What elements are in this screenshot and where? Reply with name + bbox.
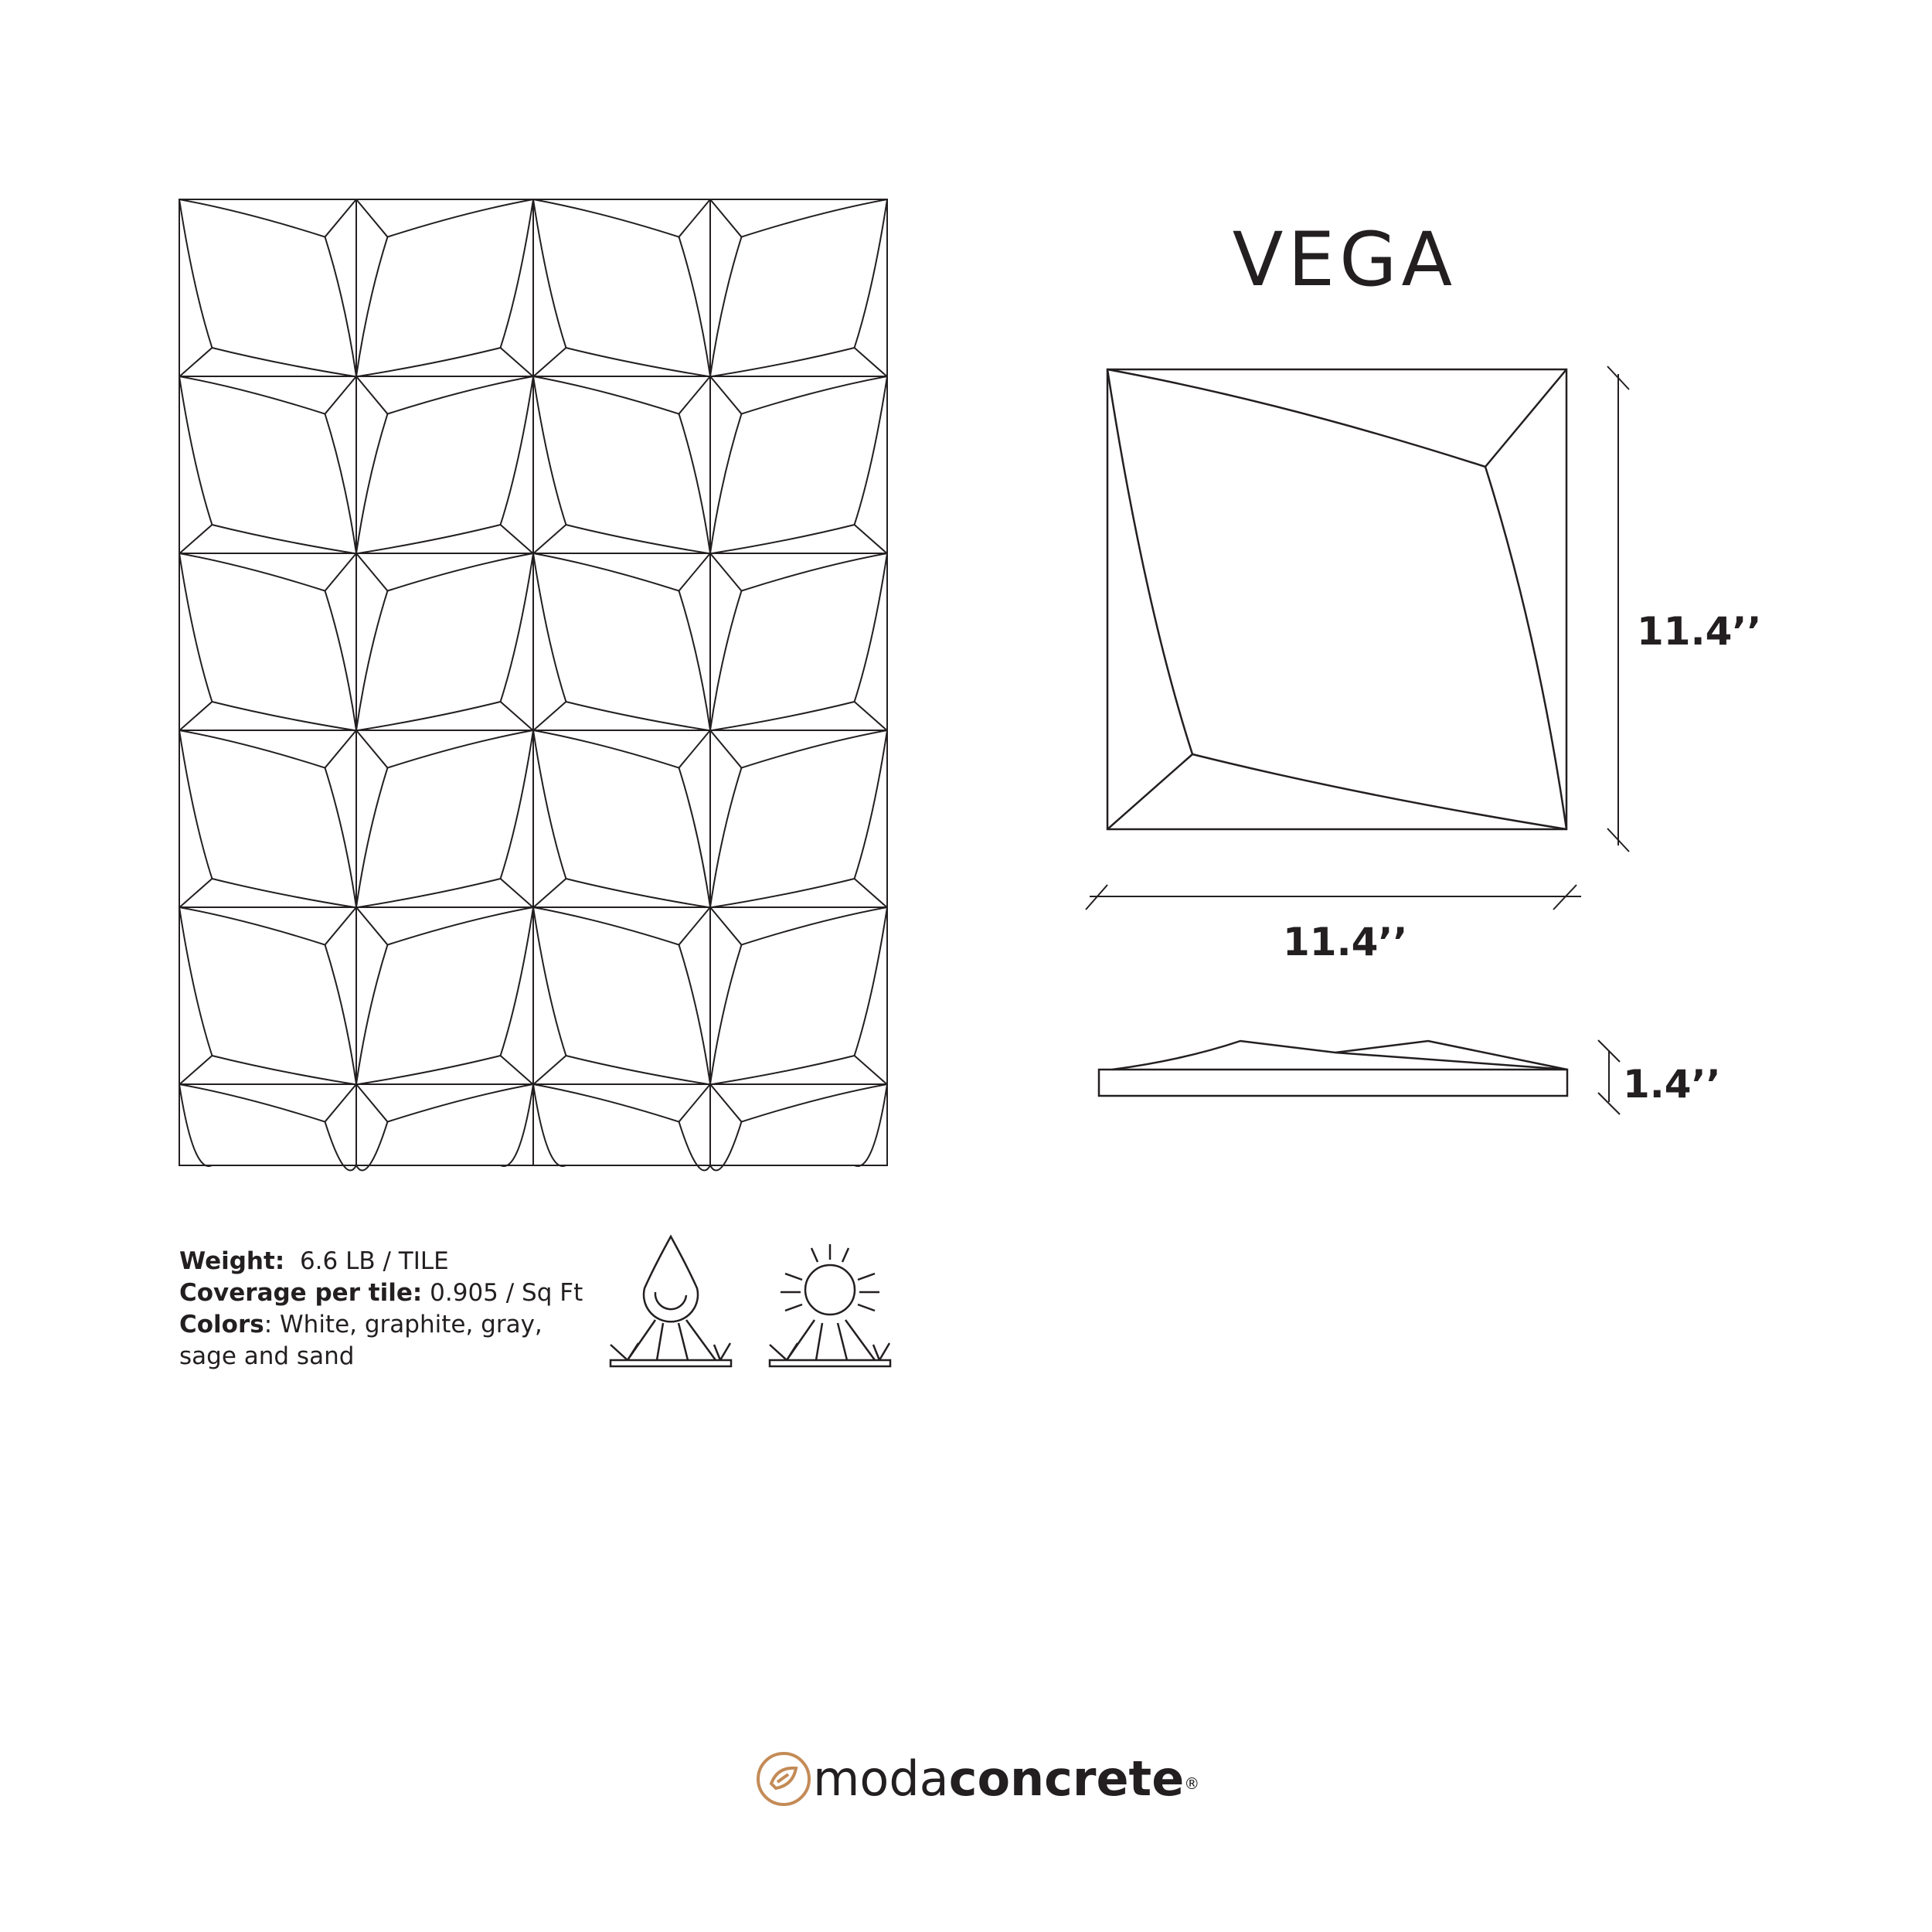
pattern-line	[179, 1056, 212, 1084]
pattern-line	[387, 553, 533, 591]
pattern-tile	[533, 907, 710, 1084]
pattern-line	[501, 525, 533, 553]
tile-side-profile	[1099, 1041, 1567, 1096]
pattern-line	[710, 348, 855, 376]
pattern-tile	[356, 199, 533, 376]
pattern-line	[855, 348, 887, 376]
pattern-line	[855, 525, 887, 553]
height-dimension-line	[1607, 366, 1629, 852]
pattern-line	[566, 525, 710, 553]
pattern-line	[710, 199, 741, 237]
pattern-tile	[710, 553, 887, 730]
pattern-tile	[356, 907, 533, 1084]
pattern-tile	[356, 1084, 533, 1165]
pattern-line	[501, 702, 533, 730]
uv-resistant-icon	[770, 1244, 890, 1366]
pattern-line	[325, 414, 356, 553]
pattern-line	[501, 553, 533, 702]
pattern-line	[179, 376, 212, 525]
brand-suffix: concrete	[948, 1750, 1185, 1807]
water-resistant-icon	[611, 1236, 731, 1366]
pattern-line	[325, 199, 356, 237]
pattern-tile	[710, 907, 887, 1084]
pattern-tile	[179, 553, 356, 730]
pattern-line	[679, 376, 710, 414]
pattern-line	[387, 730, 533, 768]
pattern-line	[356, 348, 501, 376]
pattern-line	[710, 702, 855, 730]
pattern-line	[212, 348, 356, 376]
pattern-line	[325, 376, 356, 414]
pattern-line	[566, 1056, 710, 1084]
pattern-tile	[710, 730, 887, 907]
pattern-line	[356, 907, 387, 945]
pattern-tile	[356, 376, 533, 553]
pattern-tile	[710, 1084, 887, 1165]
weight-label: Weight:	[179, 1247, 285, 1275]
width-dimension-label: 11.4’’	[1283, 920, 1408, 964]
tile-pattern-drawing	[179, 199, 887, 1171]
pattern-line	[179, 553, 212, 702]
pattern-line	[179, 553, 325, 591]
coverage-row	[179, 1277, 612, 1309]
pattern-line	[356, 591, 387, 730]
pattern-line	[533, 376, 566, 525]
pattern-line	[356, 199, 387, 237]
registered-mark: ®	[1184, 1774, 1200, 1793]
pattern-line	[710, 414, 741, 553]
pattern-line	[325, 768, 356, 907]
pattern-tile	[533, 376, 710, 553]
pattern-line	[679, 199, 710, 237]
pattern-line	[710, 376, 741, 414]
pattern-line	[710, 907, 741, 945]
pattern-line	[679, 1122, 710, 1171]
pattern-line	[387, 907, 533, 945]
pattern-line	[356, 376, 387, 414]
pattern-line	[679, 945, 710, 1084]
pattern-tile	[356, 730, 533, 907]
pattern-line	[855, 199, 887, 348]
colors-label: Colors	[179, 1311, 264, 1338]
pattern-line	[533, 1084, 566, 1166]
pattern-line	[710, 1122, 741, 1171]
pattern-line	[325, 730, 356, 768]
pattern-line	[533, 376, 679, 414]
pattern-line	[533, 199, 566, 348]
pattern-line	[566, 879, 710, 907]
pattern-line	[387, 376, 533, 414]
depth-dimension-line	[1598, 1040, 1620, 1114]
coverage-label: Coverage per tile:	[179, 1279, 423, 1307]
weight-value: 6.6 LB / TILE	[299, 1247, 449, 1275]
pattern-line	[679, 591, 710, 730]
pattern-line	[533, 879, 566, 907]
pattern-line	[212, 525, 356, 553]
pattern-line	[710, 237, 741, 376]
pattern-tile	[356, 553, 533, 730]
pattern-line	[501, 199, 533, 348]
pattern-line	[356, 1056, 501, 1084]
pattern-line	[356, 730, 387, 768]
pattern-line	[533, 1084, 679, 1122]
pattern-line	[356, 237, 387, 376]
pattern-line	[501, 1056, 533, 1084]
pattern-tile	[533, 1084, 710, 1165]
specs-block	[179, 1246, 612, 1372]
pattern-tile	[533, 553, 710, 730]
pattern-line	[855, 907, 887, 1056]
pattern-line	[533, 702, 566, 730]
pattern-line	[325, 553, 356, 591]
pattern-tile	[710, 376, 887, 553]
pattern-line	[356, 553, 387, 591]
pattern-line	[212, 1056, 356, 1084]
pattern-line	[179, 348, 212, 376]
pattern-line	[679, 553, 710, 591]
pattern-line	[356, 414, 387, 553]
product-title: VEGA	[1232, 216, 1458, 303]
pattern-line	[679, 414, 710, 553]
pattern-line	[741, 553, 887, 591]
pattern-tile	[179, 907, 356, 1084]
pattern-line	[179, 879, 212, 907]
pattern-line	[533, 553, 566, 702]
pattern-line	[179, 730, 325, 768]
pattern-line	[741, 907, 887, 945]
pattern-tile	[179, 730, 356, 907]
pattern-tile	[710, 199, 887, 376]
depth-dimension-label: 1.4’’	[1623, 1062, 1721, 1107]
colors-row-2: sage and sand	[179, 1342, 355, 1370]
pattern-line	[533, 553, 679, 591]
pattern-line	[325, 591, 356, 730]
pattern-line	[566, 348, 710, 376]
pattern-line	[179, 1084, 212, 1166]
pattern-line	[501, 907, 533, 1056]
pattern-line	[710, 1084, 741, 1122]
pattern-line	[179, 730, 212, 879]
colors-value: : White, graphite, gray,	[264, 1311, 543, 1338]
pattern-line	[710, 768, 741, 907]
pattern-line	[533, 730, 679, 768]
pattern-line	[356, 1122, 387, 1171]
pattern-line	[741, 199, 887, 237]
pattern-line	[710, 591, 741, 730]
pattern-line	[679, 1084, 710, 1122]
pattern-line	[179, 907, 212, 1056]
pattern-line	[855, 879, 887, 907]
pattern-line	[533, 907, 566, 1056]
pattern-line	[501, 348, 533, 376]
pattern-line	[179, 199, 325, 237]
pattern-line	[855, 553, 887, 702]
pattern-line	[325, 1122, 356, 1171]
pattern-line	[179, 525, 212, 553]
pattern-line	[855, 1056, 887, 1084]
pattern-line	[212, 702, 356, 730]
pattern-line	[533, 199, 679, 237]
pattern-line	[741, 1084, 887, 1122]
brand-logo-icon	[754, 1750, 813, 1808]
brand-wordmark	[813, 1748, 1199, 1810]
width-dimension-line	[1086, 885, 1581, 910]
pattern-line	[741, 730, 887, 768]
pattern-line	[179, 1084, 325, 1122]
pattern-line	[356, 945, 387, 1084]
pattern-line	[501, 376, 533, 525]
pattern-line	[533, 1056, 566, 1084]
pattern-line	[533, 348, 566, 376]
pattern-line	[533, 730, 566, 879]
pattern-line	[212, 879, 356, 907]
pattern-tile	[533, 730, 710, 907]
pattern-line	[325, 237, 356, 376]
pattern-line	[325, 1084, 356, 1122]
pattern-line	[533, 525, 566, 553]
pattern-line	[325, 907, 356, 945]
pattern-tile	[533, 199, 710, 376]
pattern-line	[387, 1084, 533, 1122]
pattern-line	[710, 879, 855, 907]
pattern-line	[679, 768, 710, 907]
pattern-tile	[179, 1084, 356, 1165]
pattern-line	[387, 199, 533, 237]
pattern-line	[710, 945, 741, 1084]
pattern-line	[710, 525, 855, 553]
weight-row	[179, 1246, 612, 1277]
pattern-line	[855, 376, 887, 525]
pattern-line	[179, 907, 325, 945]
pattern-line	[855, 702, 887, 730]
pattern-line	[679, 237, 710, 376]
pattern-line	[179, 199, 212, 348]
pattern-line	[356, 525, 501, 553]
pattern-line	[710, 1056, 855, 1084]
pattern-line	[325, 945, 356, 1084]
pattern-line	[533, 907, 679, 945]
coverage-value: 0.905 / Sq Ft	[430, 1279, 583, 1307]
pattern-tile	[179, 199, 356, 376]
pattern-line	[501, 1084, 533, 1166]
pattern-line	[501, 730, 533, 879]
pattern-line	[356, 702, 501, 730]
pattern-line	[710, 730, 741, 768]
pattern-line	[855, 730, 887, 879]
pattern-line	[356, 768, 387, 907]
pattern-line	[501, 879, 533, 907]
pattern-line	[179, 376, 325, 414]
tile-front-view	[1107, 369, 1566, 829]
height-dimension-label: 11.4’’	[1637, 609, 1762, 654]
pattern-line	[356, 879, 501, 907]
pattern-line	[710, 553, 741, 591]
brand-prefix: moda	[813, 1750, 949, 1807]
pattern-line	[855, 1084, 887, 1166]
pattern-line	[566, 702, 710, 730]
pattern-line	[679, 907, 710, 945]
pattern-line	[679, 730, 710, 768]
pattern-line	[741, 376, 887, 414]
colors-row	[179, 1309, 612, 1341]
pattern-line	[179, 702, 212, 730]
pattern-tile	[179, 376, 356, 553]
pattern-line	[356, 1084, 387, 1122]
